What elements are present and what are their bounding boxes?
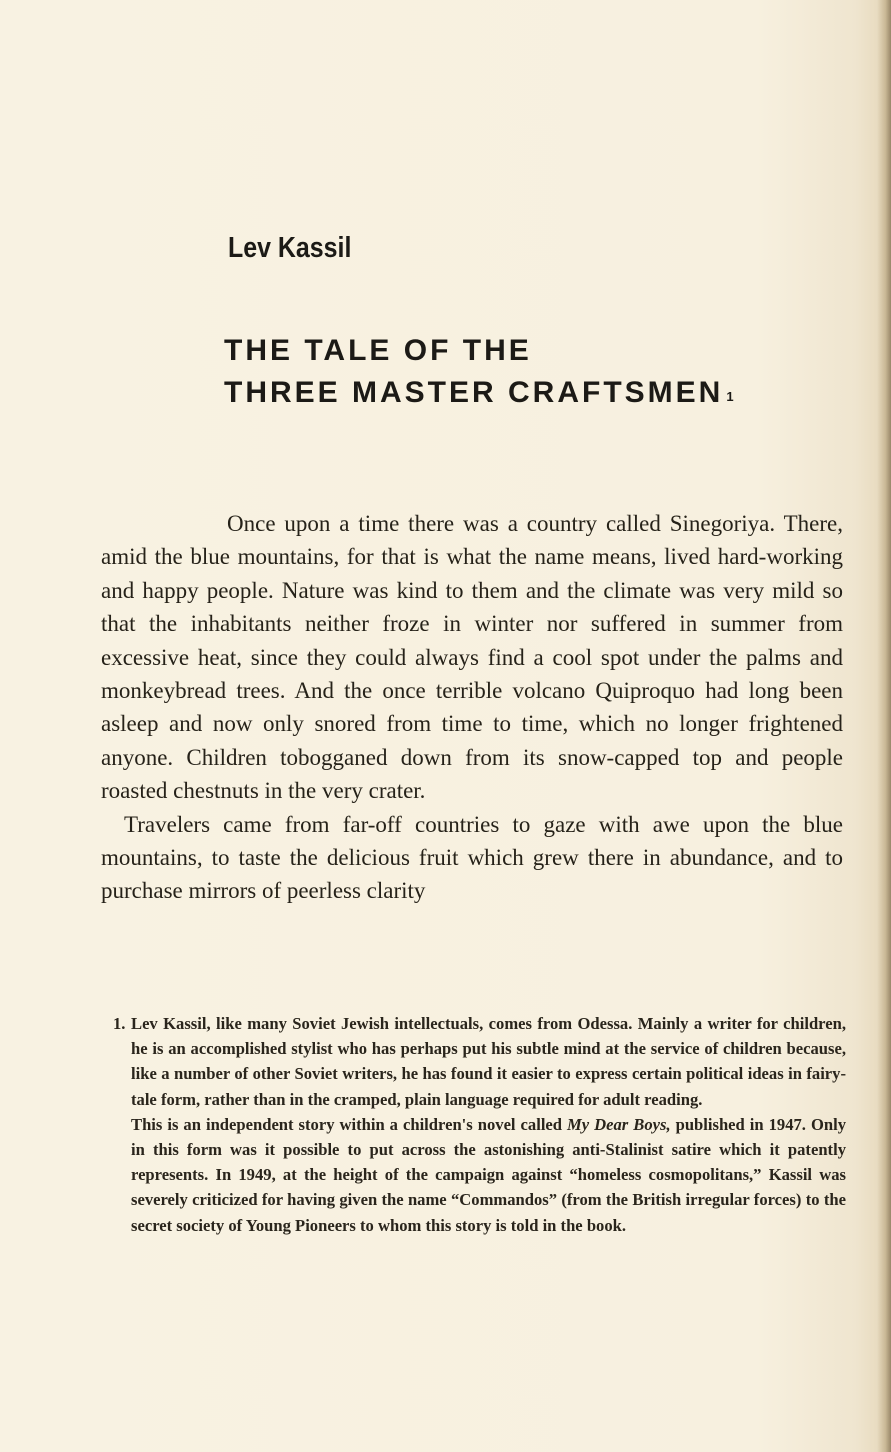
footnote-paragraph-1: Lev Kassil, like many Soviet Jewish intellectuals, comes from Odessa. Mainly a writer for children, he is an accomplished stylist who has perhaps put his subtle mind at the service of children because, like a number of other Soviet writers, he has found it easier to express certain political ideas in fairy-tale form, rather than in the cramped, plain language required for adult reading. — [131, 1014, 846, 1109]
title-line-1: THE TALE OF THE — [224, 334, 532, 367]
body-paragraph-2: Travelers came from far-off countries to gaze with awe upon the blue mountains, to taste the delicious fruit which grew there in abundance, and to purchase mirrors of peerless clarity — [101, 811, 843, 904]
author-name: Lev Kassil — [228, 232, 352, 264]
story-title — [224, 330, 734, 414]
page-edge-shadow — [877, 0, 891, 1452]
title-line-2-text: THREE MASTER CRAFTSMEN — [224, 376, 724, 409]
story-body — [101, 507, 843, 908]
title-line-2 — [224, 372, 734, 414]
footnote-reference: 1 — [726, 389, 734, 404]
footnote-p2-intro: This is an independent story within a children's novel called — [131, 1114, 568, 1134]
footnote-marker: 1. — [113, 1014, 126, 1033]
footnote — [113, 1011, 846, 1238]
body-paragraph-1: Once upon a time there was a country called Sinegoriya. There, amid the blue mountains, for that is what the name means, lived hard-working and happy people. Nature was kind to them and the climate was very mild so that the inhabitants neither froze in winter nor suffered in summer from excessive heat, since they could always find a cool spot under the palms and monkeybread trees. And the once terrible volcano Quiproquo had long been asleep and now only snored from time to time, which no longer frightened anyone. Children tobogganed down from its snow-capped top and people roasted chestnuts in the very crater. — [101, 511, 843, 804]
book-title: My Dear Boys, — [567, 1114, 671, 1134]
footnote-text — [131, 1011, 846, 1238]
footnote-paragraph-2 — [131, 1112, 846, 1238]
footnote-p2-rest: published in 1947. Only in this form was it possible to put across the astonishing anti-Stalinist satire which it patently represents. In 1949, at the height of the campaign against “homeless cosmopolitans,” Kassil was severely criticized for having given the name “Commandos” (from the British irregular forces) to the secret society of Young Pioneers to whom this story is told in the book. — [131, 1114, 846, 1235]
